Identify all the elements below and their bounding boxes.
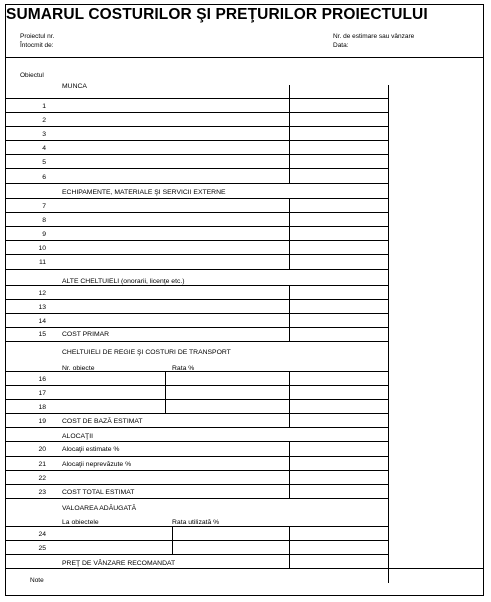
grid-line <box>5 341 388 342</box>
grid-line <box>5 470 388 471</box>
estimate-no-label: Nr. de estimare sau vânzare <box>333 33 415 40</box>
row-number: 19 <box>38 418 46 425</box>
grid-line <box>5 526 388 527</box>
section-allocations: ALOCAŢII <box>62 433 93 440</box>
grid-line <box>5 498 388 499</box>
grid-line <box>5 327 388 328</box>
grid-line <box>5 168 388 169</box>
section-labor: MUNCA <box>62 83 87 90</box>
row-number: 8 <box>42 217 46 224</box>
amount-column-divider <box>289 371 290 427</box>
grid-line <box>5 183 388 184</box>
row-number: 14 <box>38 318 46 325</box>
row-number: 15 <box>38 331 46 338</box>
grid-line <box>5 212 388 213</box>
grid-line <box>5 427 388 428</box>
added-col-rate: Rata utilizată % <box>172 519 220 526</box>
row-number: 7 <box>42 203 46 210</box>
section-base-cost: COST DE BAZĂ ESTIMAT <box>62 418 143 425</box>
grid-line <box>5 285 388 286</box>
amount-column-divider <box>289 526 290 568</box>
row-number: 13 <box>38 304 46 311</box>
row-number: 11 <box>38 259 46 266</box>
form-title: SUMARUL COSTURILOR ŞI PREŢURILOR PROIECTULUI <box>6 6 428 23</box>
row-number: 21 <box>38 461 46 468</box>
grid-line <box>5 269 388 270</box>
row-number: 12 <box>38 290 46 297</box>
section-equipment: ECHIPAMENTE, MATERIALE ŞI SERVICII EXTERNE <box>62 189 226 196</box>
overhead-col-rate: Rata % <box>172 365 195 372</box>
grid-line <box>5 385 388 386</box>
section-total-cost: COST TOTAL ESTIMAT <box>62 489 135 496</box>
notes-label: Note <box>30 577 44 584</box>
object-column-label: Obiectul <box>20 72 44 79</box>
grid-line <box>5 140 388 141</box>
rate-column-divider <box>165 371 166 413</box>
header-divider <box>5 57 484 58</box>
row-number: 23 <box>38 489 46 496</box>
grid-line <box>5 226 388 227</box>
amount-column-divider <box>289 198 290 269</box>
project-no-label: Proiectul nr. <box>20 33 55 40</box>
row-number: 10 <box>38 245 46 252</box>
section-added-value: VALOAREA ADĂUGATĂ <box>62 505 137 512</box>
row-number: 18 <box>38 404 46 411</box>
grid-line <box>5 198 388 199</box>
grid-line <box>5 399 388 400</box>
overhead-col-items: Nr. obiecte <box>62 365 95 372</box>
row-number: 25 <box>38 545 46 552</box>
section-sale-price: PREŢ DE VÂNZARE RECOMANDAT <box>62 560 176 567</box>
grid-line <box>5 240 388 241</box>
grid-line <box>5 568 484 569</box>
totals-column-divider <box>388 85 389 583</box>
rate-column-divider <box>172 526 173 554</box>
prepared-by-label: Întocmit de: <box>20 42 54 49</box>
row-number: 4 <box>42 145 46 152</box>
row-number: 20 <box>38 446 46 453</box>
row-number: 16 <box>38 376 46 383</box>
row-number: 3 <box>42 131 46 138</box>
row-number: 24 <box>38 531 46 538</box>
grid-line <box>5 484 388 485</box>
grid-line <box>5 456 388 457</box>
row-number: 1 <box>42 103 46 110</box>
section-other: ALTE CHELTUIELI (onorarii, licenţe etc.) <box>62 278 185 285</box>
grid-line <box>5 98 388 99</box>
alloc-unforeseen-label: Alocaţii neprevăzute % <box>62 461 132 468</box>
row-number: 6 <box>42 174 46 181</box>
grid-line <box>5 112 388 113</box>
grid-line <box>5 371 388 372</box>
grid-line <box>5 554 388 555</box>
grid-line <box>5 254 388 255</box>
grid-line <box>5 413 388 414</box>
grid-line <box>5 313 388 314</box>
added-col-items: La obiectele <box>62 519 99 526</box>
row-number: 5 <box>42 159 46 166</box>
amount-column-divider <box>289 441 290 498</box>
row-number: 22 <box>38 475 46 482</box>
grid-line <box>5 154 388 155</box>
amount-column-divider <box>289 85 290 183</box>
alloc-estimated-label: Alocaţii estimate % <box>62 446 120 453</box>
grid-line <box>5 299 388 300</box>
grid-line <box>5 441 388 442</box>
section-overhead: CHELTUIELI DE REGIE ŞI COSTURI DE TRANSPORT <box>62 349 231 356</box>
amount-column-divider <box>289 285 290 341</box>
row-number: 2 <box>42 117 46 124</box>
section-prime-cost: COST PRIMAR <box>62 331 110 338</box>
row-number: 9 <box>42 231 46 238</box>
row-number: 17 <box>38 390 46 397</box>
date-label: Data: <box>333 42 349 49</box>
grid-line <box>5 540 388 541</box>
grid-line <box>5 126 388 127</box>
